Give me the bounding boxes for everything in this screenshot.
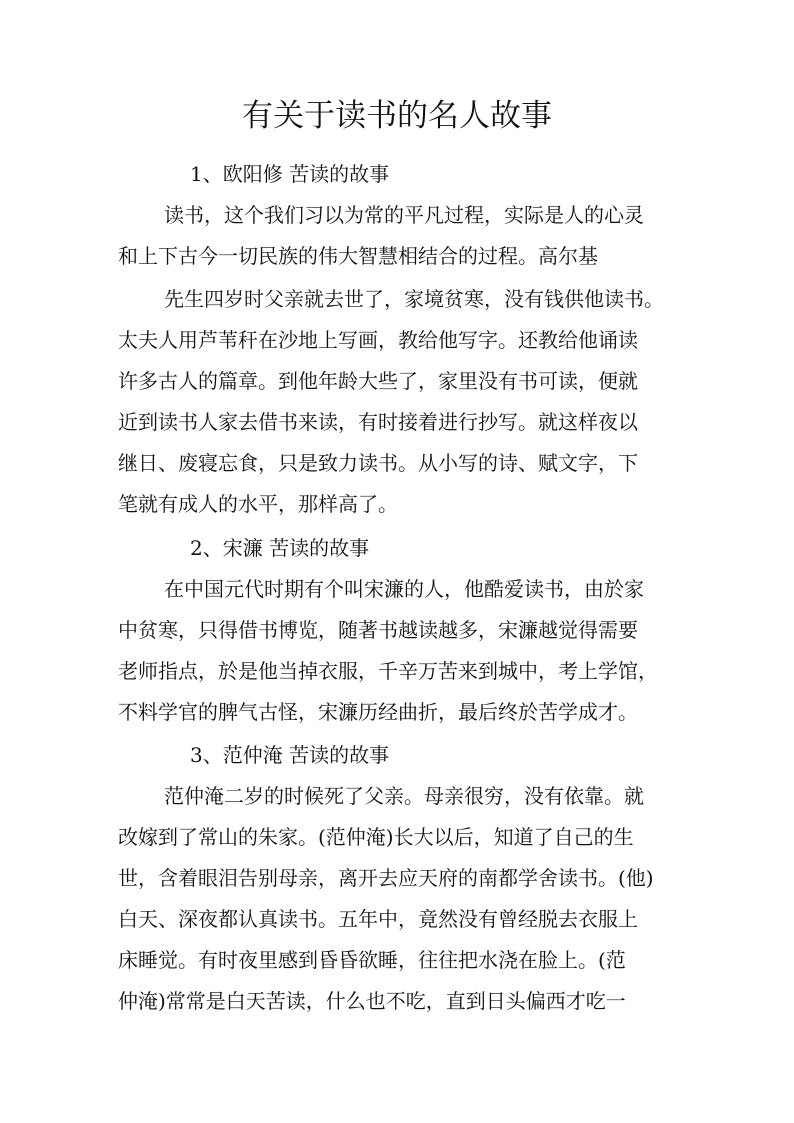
paragraph-line: 白天、深夜都认真读书。五年中，竟然没有曾经脱去衣服上	[118, 907, 638, 931]
paragraph-line: 读书，这个我们习以为常的平凡过程，实际是人的心灵	[164, 203, 644, 227]
document-title: 有关于读书的名人故事	[242, 98, 552, 134]
paragraph-line: 仲淹)常常是白天苦读，什么也不吃，直到日头偏西才吃一	[118, 989, 626, 1013]
paragraph-line: 先生四岁时父亲就去世了，家境贫寒，没有钱供他读书。	[164, 287, 664, 311]
paragraph-line: 床睡觉。有时夜里感到昏昏欲睡，往往把水浇在脸上。(范	[118, 948, 626, 972]
paragraph-line: 许多古人的篇章。到他年龄大些了，家里没有书可读，便就	[118, 369, 638, 393]
paragraph-line: 笔就有成人的水平，那样高了。	[118, 492, 398, 516]
section-heading: 3、范仲淹 苦读的故事	[190, 743, 390, 767]
paragraph-line: 近到读书人家去借书来读，有时接着进行抄写。就这样夜以	[118, 410, 638, 434]
paragraph-line: 世，含着眼泪告别母亲，离开去应天府的南都学舍读书。(他)	[118, 866, 654, 890]
section-heading: 2、宋濂 苦读的故事	[190, 536, 370, 560]
paragraph-line: 范仲淹二岁的时候死了父亲。母亲很穷，没有依靠。就	[164, 784, 644, 808]
paragraph-line: 改嫁到了常山的朱家。(范仲淹)长大以后，知道了自己的生	[118, 825, 634, 849]
paragraph-line: 不料学官的脾气古怪，宋濂历经曲折，最后终於苦学成才。	[118, 700, 638, 724]
section-heading: 1、欧阳修 苦读的故事	[190, 162, 390, 186]
paragraph-line: 中贫寒，只得借书博览，随著书越读越多，宋濂越觉得需要	[118, 618, 638, 642]
paragraph-line: 太夫人用芦苇秆在沙地上写画，教给他写字。还教给他诵读	[118, 328, 638, 352]
paragraph-line: 在中国元代时期有个叫宋濂的人，他酷爱读书，由於家	[164, 577, 644, 601]
paragraph-line: 和上下古今一切民族的伟大智慧相结合的过程。高尔基	[118, 244, 598, 268]
paragraph-line: 老师指点，於是他当掉衣服，千辛万苦来到城中，考上学馆，	[118, 659, 658, 683]
paragraph-line: 继日、废寝忘食，只是致力读书。从小写的诗、赋文字，下	[118, 451, 638, 475]
